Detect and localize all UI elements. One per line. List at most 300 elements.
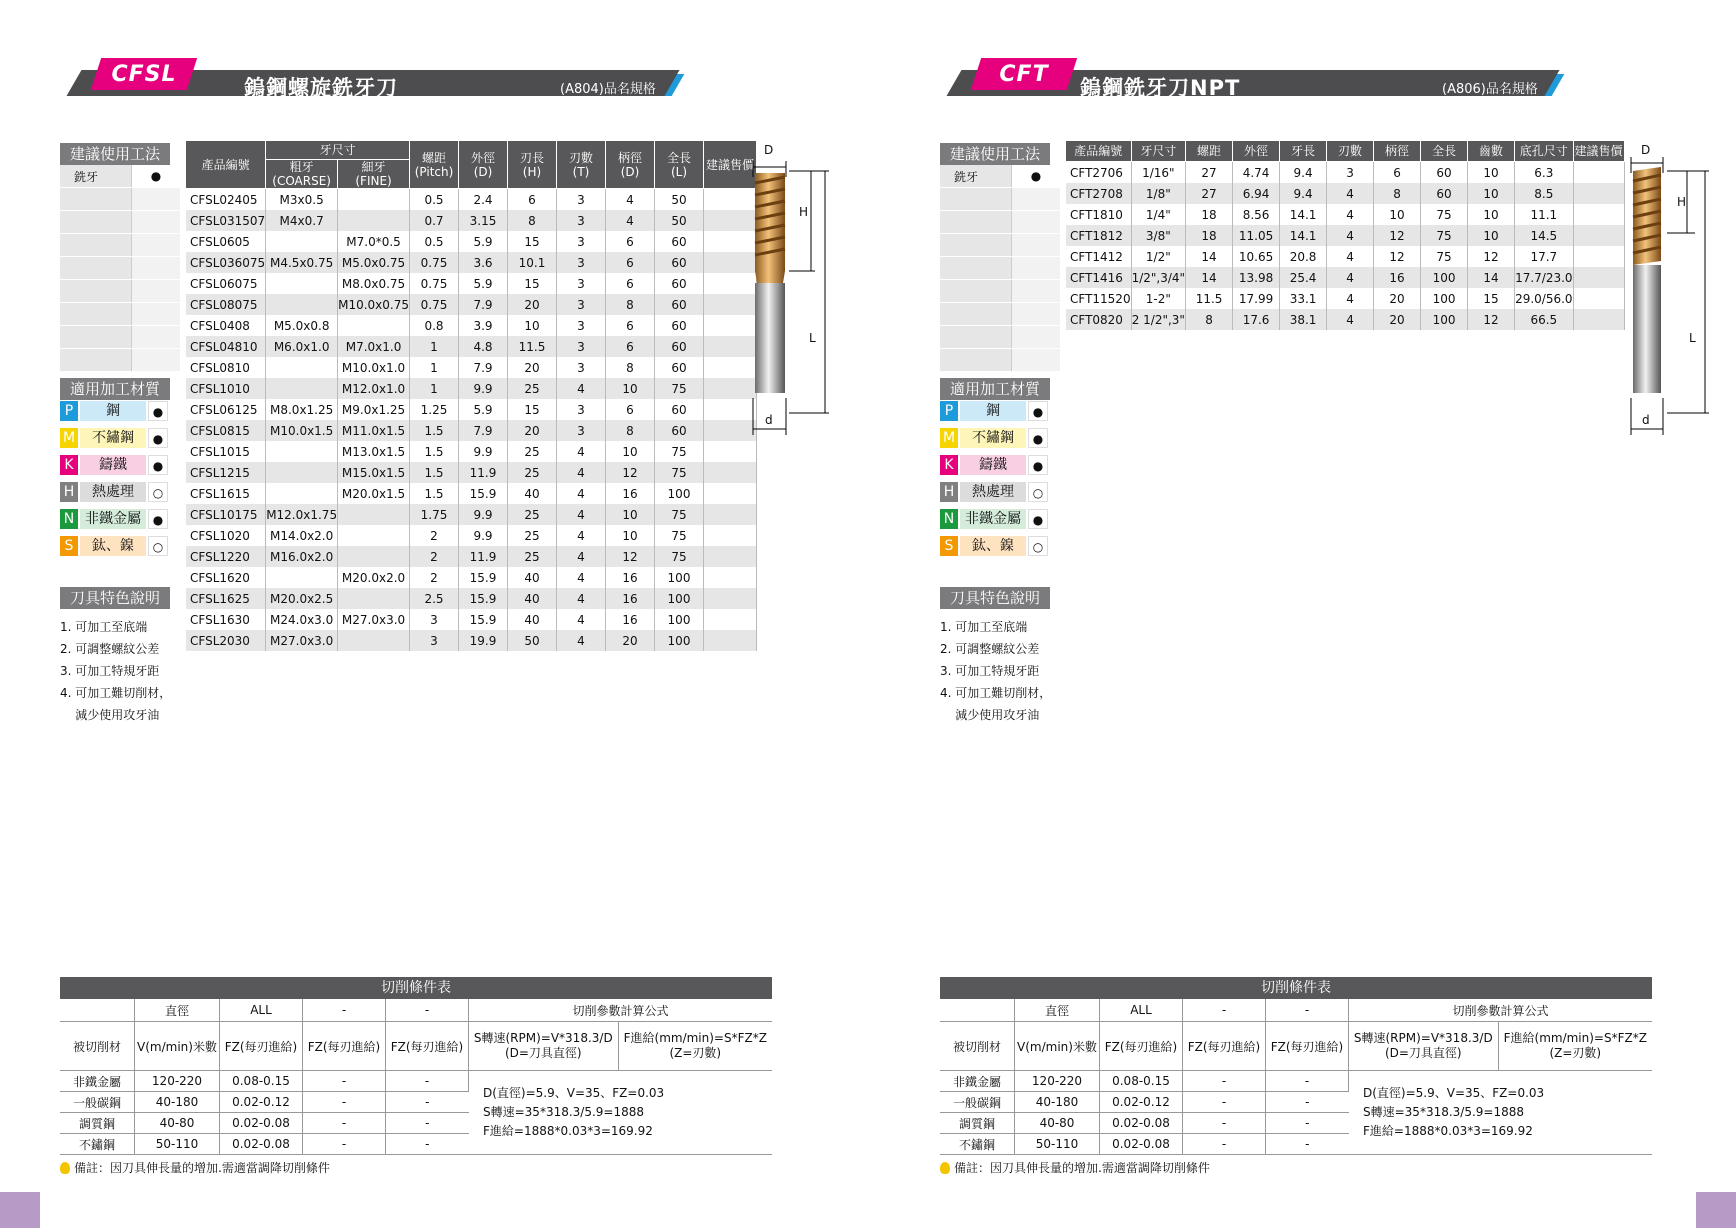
material-name: 熱處理 <box>960 482 1026 502</box>
usage-grid <box>60 165 180 372</box>
table-cell: CFSL0408 <box>186 315 266 336</box>
table-cell <box>266 462 338 483</box>
table-cell: 0.08-0.15 <box>1100 1071 1183 1092</box>
table-cell: 1.5 <box>410 441 459 462</box>
table-row <box>1066 246 1624 267</box>
table-cell: 27 <box>1186 183 1233 204</box>
price-cell <box>704 567 757 588</box>
features-header: 刀具特色說明 <box>940 587 1050 609</box>
table-cell: 14.1 <box>1280 225 1327 246</box>
feature-line: 4. 可加工難切削材， <box>940 686 1052 700</box>
table-cell: 3 <box>410 630 459 651</box>
table-cell: 7.9 <box>459 420 508 441</box>
price-cell <box>704 630 757 651</box>
table-cell: 3 <box>557 273 606 294</box>
table-cell: CFSL1010 <box>186 378 266 399</box>
remark-note: 備註：因刀具伸長量的增加.需適當調降切削條件 <box>940 1159 1210 1176</box>
table-cell: - <box>386 999 469 1022</box>
material-mark: ○ <box>1028 482 1048 502</box>
table-row <box>186 378 757 399</box>
table-cell: FZ(每刃進給) <box>1266 1022 1349 1071</box>
table-cell: 0.08-0.15 <box>220 1071 303 1092</box>
table-cell: 2 <box>410 525 459 546</box>
price-cell <box>1573 288 1624 309</box>
table-cell: FZ(每刃進給) <box>303 1022 386 1071</box>
table-cell: 6 <box>606 231 655 252</box>
table-cell: 17.99 <box>1233 288 1280 309</box>
table-cell: CFSL1625 <box>186 588 266 609</box>
table-cell: 10 <box>1468 204 1515 225</box>
material-letter: N <box>60 509 78 529</box>
table-cell: 3.6 <box>459 252 508 273</box>
table-row <box>940 999 1652 1022</box>
column-header: 牙長 <box>1280 141 1327 162</box>
materials-header: 適用加工材質 <box>60 378 170 400</box>
table-cell: CFT1812 <box>1066 225 1131 246</box>
table-cell: 9.4 <box>1280 183 1327 204</box>
table-cell: 一般碳鋼 <box>940 1092 1015 1113</box>
table-cell: 10 <box>1468 183 1515 204</box>
table-cell: 9.9 <box>459 504 508 525</box>
price-cell <box>704 483 757 504</box>
table-cell: 16 <box>1374 267 1421 288</box>
table-cell: 75 <box>655 462 704 483</box>
table-cell: 4 <box>606 189 655 211</box>
table-cell <box>338 546 410 567</box>
table-cell: 12 <box>1468 246 1515 267</box>
table-cell: 4 <box>1327 246 1374 267</box>
material-name: 非鐵金屬 <box>960 509 1026 529</box>
col-pitch: 螺距 (Pitch) <box>410 141 459 189</box>
table-cell: 6 <box>606 252 655 273</box>
table-row <box>186 483 757 504</box>
table-cell: - <box>1266 1092 1349 1113</box>
dim-d: d <box>1642 413 1650 427</box>
table-cell: 60 <box>655 252 704 273</box>
table-cell: 75 <box>1421 225 1468 246</box>
table-cell: - <box>1183 1134 1266 1155</box>
table-cell: 4 <box>1327 204 1374 225</box>
table-cell: 40 <box>508 588 557 609</box>
table-cell: 3 <box>557 210 606 231</box>
table-cell: 9.9 <box>459 441 508 462</box>
table-cell: 4 <box>557 462 606 483</box>
table-cell: - <box>1266 999 1349 1022</box>
table-cell <box>338 315 410 336</box>
material-mark: ● <box>148 509 168 529</box>
table-cell: CFT1416 <box>1066 267 1131 288</box>
table-cell: CFSL1220 <box>186 546 266 567</box>
feature-line: 1. 可加工至底端 <box>60 620 148 634</box>
material-mark: ● <box>1028 401 1048 421</box>
table-cell: - <box>303 1071 386 1092</box>
table-cell: 12 <box>1374 246 1421 267</box>
table-cell: - <box>1266 1113 1349 1134</box>
table-cell: 0.75 <box>410 273 459 294</box>
table-cell: 0.5 <box>410 189 459 211</box>
material-row <box>940 428 1050 448</box>
table-cell: 75 <box>655 525 704 546</box>
price-cell <box>1573 204 1624 225</box>
table-cell: 被切削材 <box>60 1022 135 1071</box>
table-cell: 0.02-0.12 <box>220 1092 303 1113</box>
formula-f: F進給(mm/min)=S*FZ*Z (Z=刃數) <box>618 1022 772 1071</box>
table-row <box>186 630 757 651</box>
table-cell: M16.0x2.0 <box>266 546 338 567</box>
table-cell: 10.65 <box>1233 246 1280 267</box>
table-cell: 4 <box>557 378 606 399</box>
table-cell: 8 <box>508 210 557 231</box>
product-title: 鎢鋼螺旋銑牙刀 <box>244 76 398 100</box>
product-title: 鎢鋼銑牙刀NPT <box>1080 76 1241 100</box>
table-cell: 25 <box>508 441 557 462</box>
table-cell: M10.0x1.5 <box>266 420 338 441</box>
table-cell: 50 <box>508 630 557 651</box>
table-cell: 25 <box>508 462 557 483</box>
table-cell: - <box>1266 1134 1349 1155</box>
table-cell: 100 <box>1421 288 1468 309</box>
col-price: 建議售價 <box>704 141 757 189</box>
dim-H: H <box>1677 195 1687 209</box>
table-cell: 非鐵金屬 <box>940 1071 1015 1092</box>
table-cell: 5.9 <box>459 399 508 420</box>
table-cell: 3 <box>557 357 606 378</box>
table-cell: 25 <box>508 504 557 525</box>
table-cell: 10 <box>1468 225 1515 246</box>
material-name: 不鏽鋼 <box>960 428 1026 448</box>
table-cell: 16 <box>606 483 655 504</box>
table-cell: V(m/min)米數 <box>1015 1022 1100 1071</box>
table-cell: 11.1 <box>1515 204 1573 225</box>
table-cell <box>338 210 410 231</box>
table-cell: M14.0x2.0 <box>266 525 338 546</box>
table-cell: 10 <box>606 504 655 525</box>
table-cell: 8 <box>606 294 655 315</box>
price-cell <box>704 504 757 525</box>
column-header: 齒數 <box>1468 141 1515 162</box>
table-cell: 6 <box>606 315 655 336</box>
table-cell: CFSL04810 <box>186 336 266 357</box>
table-row <box>186 462 757 483</box>
formula-header: 切削參數計算公式 <box>469 999 773 1022</box>
material-row <box>60 482 170 502</box>
material-name: 非鐵金屬 <box>80 509 146 529</box>
table-cell: 100 <box>1421 267 1468 288</box>
material-row <box>940 509 1050 529</box>
table-cell: 0.02-0.08 <box>1100 1113 1183 1134</box>
material-row <box>940 536 1050 556</box>
table-row <box>186 588 757 609</box>
table-cell: - <box>386 1113 469 1134</box>
table-cell <box>266 357 338 378</box>
material-name: 鑄鐵 <box>80 455 146 475</box>
table-cell: 14.1 <box>1280 204 1327 225</box>
table-cell: 調質鋼 <box>60 1113 135 1134</box>
table-cell: 6 <box>606 399 655 420</box>
table-cell: 5.9 <box>459 231 508 252</box>
table-cell: M8.0x0.75 <box>338 273 410 294</box>
table-cell: 16 <box>606 609 655 630</box>
table-cell: CFSL2030 <box>186 630 266 651</box>
table-cell: 1/2" <box>1131 246 1185 267</box>
table-cell: 8 <box>606 420 655 441</box>
table-cell: 4 <box>557 546 606 567</box>
table-cell: 8.56 <box>1233 204 1280 225</box>
table-cell: 10 <box>1468 162 1515 184</box>
column-header: 外徑 <box>1233 141 1280 162</box>
table-cell: CFSL10175 <box>186 504 266 525</box>
formula-s: S轉速(RPM)=V*318.3/D (D=刀具直徑) <box>1349 1022 1499 1071</box>
table-cell: 60 <box>655 231 704 252</box>
table-cell: 60 <box>655 399 704 420</box>
table-row <box>186 189 757 211</box>
column-header: 螺距 <box>1186 141 1233 162</box>
table-cell: 直徑 <box>1015 999 1100 1022</box>
table-cell: 29.0/56.0 <box>1515 288 1573 309</box>
table-cell: - <box>303 1092 386 1113</box>
table-cell: - <box>1183 1113 1266 1134</box>
table-cell: 直徑 <box>135 999 220 1022</box>
table-cell <box>338 504 410 525</box>
table-cell: CFSL06125 <box>186 399 266 420</box>
table-cell: 15.9 <box>459 609 508 630</box>
table-cell: ALL <box>1100 999 1183 1022</box>
table-cell: 60 <box>655 336 704 357</box>
formula-s: S轉速(RPM)=V*318.3/D (D=刀具直徑) <box>469 1022 619 1071</box>
table-cell: 2 1/2",3" <box>1131 309 1185 330</box>
material-letter: M <box>60 428 78 448</box>
table-row <box>186 231 757 252</box>
price-cell <box>704 588 757 609</box>
table-cell: 調質鋼 <box>940 1113 1015 1134</box>
material-mark: ● <box>148 428 168 448</box>
table-cell: 40 <box>508 567 557 588</box>
feature-line: 2. 可調整螺紋公差 <box>940 642 1040 656</box>
table-cell: 10 <box>606 378 655 399</box>
table-cell: 4 <box>1327 183 1374 204</box>
table-cell: 4 <box>1327 267 1374 288</box>
table-cell: 50-110 <box>1015 1134 1100 1155</box>
cft-spec-table <box>1066 141 1625 330</box>
price-cell <box>1573 183 1624 204</box>
table-cell: 12 <box>1468 309 1515 330</box>
materials-header: 適用加工材質 <box>940 378 1050 400</box>
table-cell: 1/8" <box>1131 183 1185 204</box>
table-cell: 60 <box>1421 162 1468 184</box>
table-row <box>186 546 757 567</box>
table-cell: CFSL1020 <box>186 525 266 546</box>
table-cell: 120-220 <box>1015 1071 1100 1092</box>
material-row <box>60 536 170 556</box>
material-row <box>940 455 1050 475</box>
table-cell: 6 <box>1374 162 1421 184</box>
material-row <box>940 482 1050 502</box>
page-corner-right <box>1696 1192 1736 1228</box>
lightbulb-icon <box>60 1162 70 1174</box>
table-cell: 33.1 <box>1280 288 1327 309</box>
material-row <box>60 401 170 421</box>
table-cell: M7.0*0.5 <box>338 231 410 252</box>
table-cell: 75 <box>655 378 704 399</box>
table-cell: 38.1 <box>1280 309 1327 330</box>
table-cell: 15 <box>508 231 557 252</box>
product-code: (A806)品名規格 <box>1442 82 1538 97</box>
table-cell: 60 <box>655 273 704 294</box>
dim-L: L <box>809 331 816 345</box>
table-row <box>186 210 757 231</box>
page-corner-left <box>0 1192 40 1228</box>
table-cell: 17.6 <box>1233 309 1280 330</box>
table-row <box>1066 288 1624 309</box>
table-cell: M4x0.7 <box>266 210 338 231</box>
table-cell: CFT1810 <box>1066 204 1131 225</box>
price-cell <box>1573 309 1624 330</box>
table-cell: CFSL0815 <box>186 420 266 441</box>
table-cell: M9.0x1.25 <box>338 399 410 420</box>
table-cell: 12 <box>606 546 655 567</box>
material-letter: P <box>60 401 78 421</box>
table-cell <box>266 483 338 504</box>
table-cell: M5.0x0.8 <box>266 315 338 336</box>
column-header: 底孔尺寸 <box>1515 141 1573 162</box>
table-cell: 1 <box>410 357 459 378</box>
features-list <box>940 616 1051 726</box>
table-cell: CFSL0605 <box>186 231 266 252</box>
material-mark: ● <box>1028 509 1048 529</box>
table-cell: 14 <box>1186 246 1233 267</box>
table-cell <box>338 588 410 609</box>
table-cell: 3.9 <box>459 315 508 336</box>
table-cell: 1.5 <box>410 420 459 441</box>
table-row <box>186 357 757 378</box>
table-cell: 11.9 <box>459 462 508 483</box>
feature-line: 減少使用攻牙油 <box>940 708 1040 722</box>
table-cell: V(m/min)米數 <box>135 1022 220 1071</box>
table-cell: 3 <box>557 252 606 273</box>
table-cell: 一般碳鋼 <box>60 1092 135 1113</box>
table-cell: 40 <box>508 609 557 630</box>
material-letter: K <box>60 455 78 475</box>
table-cell: 20 <box>606 630 655 651</box>
table-cell: M4.5x0.75 <box>266 252 338 273</box>
table-cell: 120-220 <box>135 1071 220 1092</box>
table-cell: 3 <box>557 231 606 252</box>
table-cell: 40-80 <box>135 1113 220 1134</box>
table-cell: FZ(每刃進給) <box>220 1022 303 1071</box>
tool-drawing-left <box>745 143 835 447</box>
table-cell: 1.5 <box>410 483 459 504</box>
table-cell: 4 <box>557 609 606 630</box>
table-cell: 66.5 <box>1515 309 1573 330</box>
table-cell: M20.0x2.0 <box>338 567 410 588</box>
table-cell: 60 <box>655 315 704 336</box>
table-cell: CFSL036075 <box>186 252 266 273</box>
table-row <box>1066 162 1624 184</box>
table-cell: - <box>386 1134 469 1155</box>
table-row <box>1066 267 1624 288</box>
table-cell: 100 <box>655 483 704 504</box>
table-cell: CFT2706 <box>1066 162 1131 184</box>
table-cell: 60 <box>655 294 704 315</box>
table-cell: 14.5 <box>1515 225 1573 246</box>
table-cell: 8 <box>606 357 655 378</box>
table-cell: CFSL031507 <box>186 210 266 231</box>
table-cell: 2 <box>410 546 459 567</box>
table-cell: 4 <box>1327 288 1374 309</box>
table-cell: M11.0x1.5 <box>338 420 410 441</box>
table-cell <box>266 273 338 294</box>
table-cell: 1 <box>410 378 459 399</box>
table-cell: 17.7/23.0 <box>1515 267 1573 288</box>
col-coarse: 粗牙 (COARSE) <box>266 160 338 189</box>
table-cell: - <box>303 1134 386 1155</box>
table-cell: 3 <box>557 420 606 441</box>
table-cell: 7.9 <box>459 357 508 378</box>
tool-drawing-right <box>1625 143 1715 447</box>
material-mark: ○ <box>148 536 168 556</box>
table-cell: 10 <box>606 441 655 462</box>
material-mark: ○ <box>148 482 168 502</box>
material-letter: H <box>940 482 958 502</box>
material-mark: ○ <box>1028 536 1048 556</box>
features-header: 刀具特色說明 <box>60 587 170 609</box>
formula-example: D(直徑)=5.9、V=35、FZ=0.03 S轉速=35*318.3/5.9=1888 F進給=1888*0.03*3=169.92 <box>469 1071 773 1155</box>
table-cell: 4 <box>557 630 606 651</box>
table-cell: CFSL1615 <box>186 483 266 504</box>
col-len: 刃長 (H) <box>508 141 557 189</box>
col-od: 外徑 (D) <box>459 141 508 189</box>
table-cell: 100 <box>655 630 704 651</box>
material-letter: S <box>60 536 78 556</box>
table-cell: - <box>303 999 386 1022</box>
table-cell <box>338 525 410 546</box>
table-cell: 非鐵金屬 <box>60 1071 135 1092</box>
table-cell: 40 <box>508 483 557 504</box>
table-cell: 17.7 <box>1515 246 1573 267</box>
table-cell: 9.4 <box>1280 162 1327 184</box>
table-cell: 25.4 <box>1280 267 1327 288</box>
material-name: 不鏽鋼 <box>80 428 146 448</box>
table-cell: CFSL02405 <box>186 189 266 211</box>
table-row <box>940 1071 1652 1092</box>
feature-line: 2. 可調整螺紋公差 <box>60 642 160 656</box>
material-letter: M <box>940 428 958 448</box>
series-tag: CFT <box>999 62 1049 87</box>
table-cell: - <box>1183 1092 1266 1113</box>
table-cell: 4 <box>1327 309 1374 330</box>
col-total: 全長 (L) <box>655 141 704 189</box>
table-cell: 8 <box>1374 183 1421 204</box>
price-cell <box>704 546 757 567</box>
table-cell: 75 <box>655 504 704 525</box>
formula-f: F進給(mm/min)=S*FZ*Z (Z=刃數) <box>1498 1022 1652 1071</box>
table-cell: ALL <box>220 999 303 1022</box>
table-cell: 4 <box>557 504 606 525</box>
material-mark: ● <box>148 455 168 475</box>
table-cell: M8.0x1.25 <box>266 399 338 420</box>
price-cell <box>1573 162 1624 184</box>
table-cell: 0.75 <box>410 294 459 315</box>
left-title-banner <box>60 58 672 100</box>
table-cell: 60 <box>655 420 704 441</box>
table-row <box>1066 204 1624 225</box>
dim-D: D <box>764 143 774 157</box>
cutting-title: 切削條件表 <box>940 977 1652 999</box>
col-thread: 牙尺寸 <box>266 141 410 160</box>
table-cell: CFSL1630 <box>186 609 266 630</box>
table-cell: M10.0x0.75 <box>338 294 410 315</box>
feature-line: 3. 可加工特規牙距 <box>940 664 1040 678</box>
